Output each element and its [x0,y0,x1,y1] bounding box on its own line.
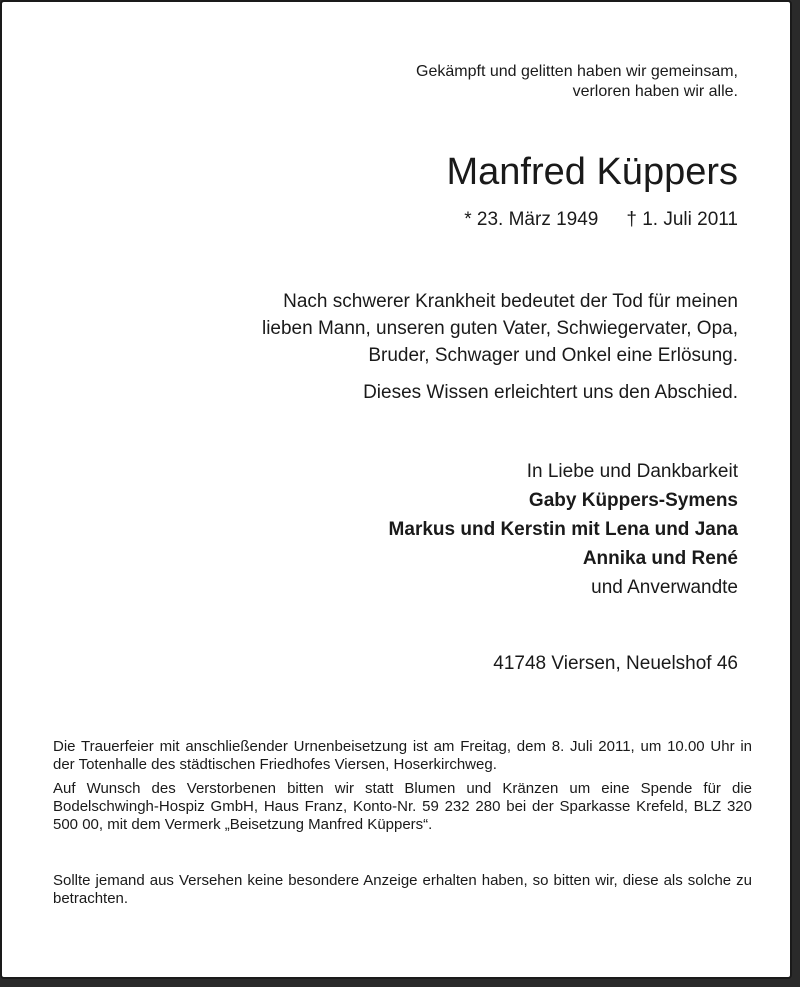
motto-line: verloren haben wir alle. [572,83,738,100]
motto-line: Gekämpft und gelitten haben wir gemeinsam, [416,63,738,80]
family-intro: In Liebe und Dankbarkeit [526,461,738,482]
deceased-name: Manfred Küppers [446,151,738,193]
family-member: Markus und Kerstin mit Lena und Jana [388,519,738,540]
death-date: † 1. Juli 2011 [626,209,738,230]
birth-date: * 23. März 1949 [464,209,599,230]
message [262,288,738,369]
family-signature [389,457,738,602]
message-line: lieben Mann, unseren guten Vater, Schwiegervater, Opa, [261,318,738,339]
family-member: Gaby Küppers-Symens [528,490,738,511]
family-member: Annika und René [582,548,738,569]
notice-note: Sollte jemand aus Versehen keine besondere Anzeige erhalten haben, so bitten wir, diese als solche zu betrachten. [53,872,752,907]
message-line: Nach schwerer Krankheit bedeutet der Tod für meinen [283,291,738,312]
family-relatives: und Anverwandte [591,577,738,598]
motto [416,62,738,102]
farewell-line: Dieses Wissen erleichtert uns den Abschied. [363,382,738,403]
message-line: Bruder, Schwager und Onkel eine Erlösung. [368,345,738,366]
address: 41748 Viersen, Neuelshof 46 [493,653,738,674]
life-dates [464,207,738,233]
donation-note: Auf Wunsch des Verstorbenen bitten wir statt Blumen und Kränzen um eine Spende für die Bodelschwingh-Hospiz GmbH, Haus Franz, Konto-Nr. 59 232 280 bei der Sparkasse Krefeld, BLZ 320 500 00, mit dem Vermerk „Beisetzung Manfred Küppers“. [53,780,752,833]
funeral-note: Die Trauerfeier mit anschließender Urnenbeisetzung ist am Freitag, dem 8. Juli 2011, um 10.00 Uhr in der Totenhalle des städtischen Friedhofes Viersen, Hoserkirchweg. [53,738,752,773]
